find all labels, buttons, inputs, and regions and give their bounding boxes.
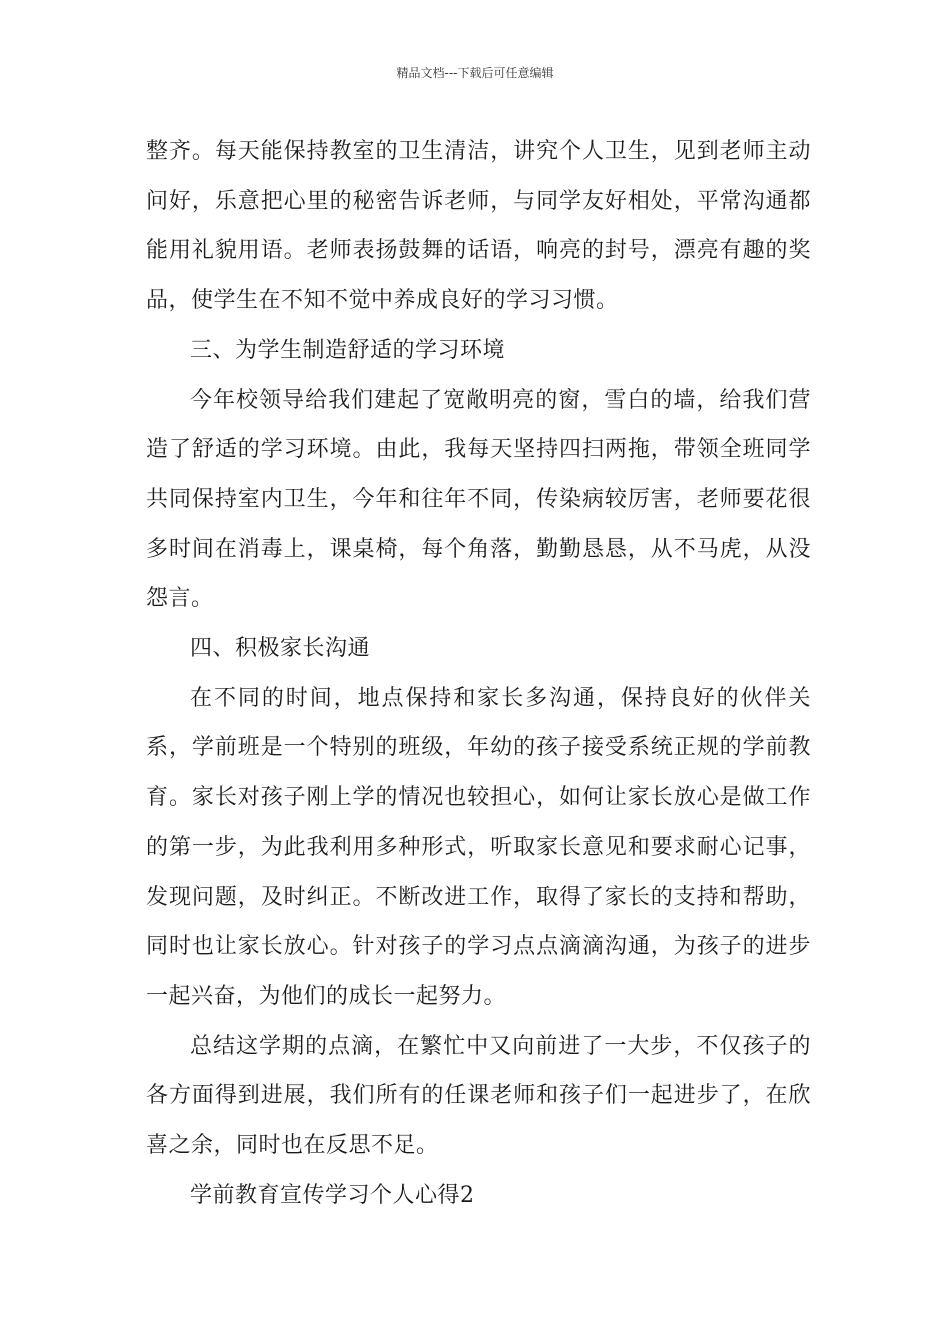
document-body [146,127,811,1220]
section-heading-3: 三、为学生制造舒适的学习环境 [190,337,506,363]
section-heading-4: 四、积极家长沟通 [190,636,371,662]
paragraph-continuation: 整齐。每天能保持教室的卫生清洁，讲究个人卫生，见到老师主动问好，乐意把心里的秘密告诉老师，与同学友好相处，平常沟通都能用礼貌用语。老师表扬鼓舞的话语，响亮的封号，漂亮有趣的奖品，使学生在不知不觉中养成良好的学习习惯。 [146,139,811,314]
next-article-title: 学前教育宣传学习个人心得2 [190,1182,475,1208]
paragraph-environment: 今年校领导给我们建起了宽敞明亮的窗，雪白的墙，给我们营造了舒适的学习环境。由此，我每天坚持四扫两拖，带领全班同学共同保持室内卫生，今年和往年不同，传染病较厉害，老师要花很多时间在消毒上，课桌椅，每个角落，勤勤恳恳，从不马虎，从没怨言。 [146,387,811,612]
paragraph-summary: 总结这学期的点滴，在繁忙中又向前进了一大步，不仅孩子的各方面得到进展，我们所有的任课老师和孩子们一起进步了，在欣喜之余，同时也在反思不足。 [146,1033,811,1159]
page-header: 精品文档---下载后可任意编辑 [396,66,554,80]
paragraph-parent-communication: 在不同的时间，地点保持和家长多沟通，保持良好的伙伴关系，学前班是一个特别的班级，年幼的孩子接受系统正规的学前教育。家长对孩子刚上学的情况也较担心，如何让家长放心是做工作的第一步，为此我利用多种形式，听取家长意见和要求耐心记事，发现问题，及时纠正。不断改进工作，取得了家长的支持和帮助，同时也让家长放心。针对孩子的学习点点滴滴沟通，为孩子的进步一起兴奋，为他们的成长一起努力。 [146,685,811,1009]
